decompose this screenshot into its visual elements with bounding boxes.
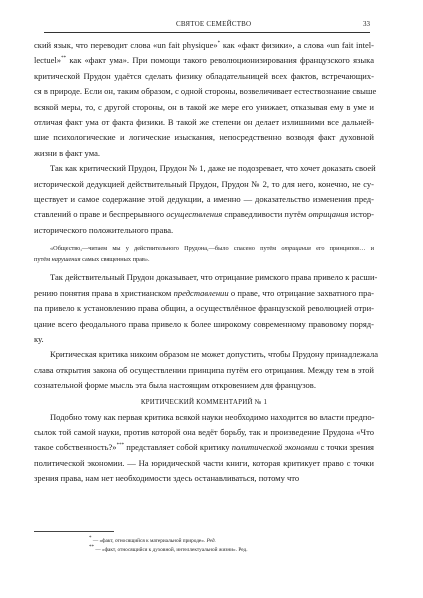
paragraph-2 xyxy=(34,161,374,238)
footnote-source: Ред. xyxy=(238,547,248,553)
emphasis: осуществления xyxy=(166,209,223,220)
footnote-marker: * xyxy=(89,536,92,542)
footnote-text: — «факт, относящийся к материальной природе». xyxy=(91,538,207,544)
block-quote xyxy=(34,243,374,265)
paragraph-4 xyxy=(34,347,379,393)
text-line: сылок той самой науки, против которой она ведёт борьбу, так и произведение Прудона «Что xyxy=(34,426,374,437)
section-heading: КРИТИЧЕСКИЙ КОММЕНТАРИЙ № 1 xyxy=(140,397,268,406)
text-line: шие психологические и логические изыскания, непосредственно возводя факт духовной xyxy=(34,132,374,143)
text-line: Так действительный Прудон доказывает, что отрицание римского права привело к расши- xyxy=(50,272,378,283)
header-rule xyxy=(44,32,370,33)
footnote xyxy=(34,537,374,546)
text-span: lectuel» xyxy=(34,55,62,66)
emphasis: политической экономии xyxy=(231,442,319,453)
text-line: Так как критический Прудон, Прудон № 1, даже не подозревает, что хочет доказать своей xyxy=(50,163,376,174)
emphasis: отрицания xyxy=(281,245,311,253)
paragraph-1 xyxy=(34,38,377,161)
text-line: Подобно тому как первая критика всякой науки необходимо находится во власти предпо- xyxy=(50,411,375,422)
text-line: па привело к установлению права общин, а осуществлённое французской революцией отри- xyxy=(34,303,374,314)
quote-line xyxy=(34,254,374,265)
text-line xyxy=(34,53,374,68)
running-header xyxy=(44,17,370,33)
text-line: отличая факт ума от факта физики. В такой же степени он делает излишними все дальней- xyxy=(34,117,374,128)
text-span: путём xyxy=(34,256,52,264)
footnotes xyxy=(34,531,374,555)
text-line: критической Прудон удаётся сделать физику обладательницей всех фактов, встречающих- xyxy=(34,70,374,81)
text-span: рению понятия права в христианском xyxy=(34,287,174,298)
text-line xyxy=(34,286,374,301)
footnote xyxy=(34,546,374,555)
emphasis: нарушения xyxy=(51,256,81,264)
paragraph-3 xyxy=(34,270,378,347)
text-line: ществует и самое содержание этой дедукции, а именно — доказательство изменения пред- xyxy=(34,194,374,205)
text-line: сознательной форме мысль эта была настоящим откровением для французов. xyxy=(34,380,316,391)
text-line: жизни в факт ума. xyxy=(34,147,100,158)
text-span: истор- xyxy=(348,209,375,220)
text-span: его принципов… и xyxy=(310,245,375,253)
text-line: исторического положительного права. xyxy=(34,224,174,235)
page-number: 33 xyxy=(363,20,370,28)
footnote-marker: ** xyxy=(61,56,67,62)
text-line: ку. xyxy=(34,333,44,344)
text-span: «Общество,—читаем мы у действительного Прудона,—было спасено путём xyxy=(50,245,282,253)
text-line xyxy=(34,207,374,222)
page-body xyxy=(34,38,379,487)
text-line: всякой меры, то, с другой стороны, он в такой же мере его унижает, отказывая ему в уме и xyxy=(34,101,374,112)
text-span: представляет собой критику xyxy=(124,442,232,453)
text-span: ставлений о праве и беспрерывного xyxy=(34,209,167,220)
text-line xyxy=(34,440,374,455)
text-span: с точки зрения xyxy=(318,442,374,453)
text-line: зрения права, нам нет необходимости здесь останавливаться, потому что xyxy=(34,473,300,484)
text-span: такое собственность?» xyxy=(34,442,117,453)
quote-line xyxy=(34,243,374,254)
footnote-marker: *** xyxy=(116,443,125,449)
footnote-source: Ред. xyxy=(206,538,216,544)
text-span: как «факт физики», а слова «un fait intel- xyxy=(220,40,375,50)
text-line: ся в природе. Если он, таким образом, с одной стороны, возвеличивает естествознание свыше xyxy=(34,86,377,97)
text-span: самых священных прав». xyxy=(80,256,150,264)
text-line: исторической дедукцией действительный Прудон, Прудон № 2, то для него, конечно, не су- xyxy=(34,178,374,189)
footnote-marker: ** xyxy=(89,545,94,551)
text-span: о праве, что отрицание захватного пра- xyxy=(228,287,374,298)
footnote-rule xyxy=(34,531,114,532)
paragraph-5 xyxy=(34,410,374,487)
text-line: политической экономии. — На юридической части книги, которая критикует право с точки xyxy=(34,457,374,468)
text-span: ский язык, что переводит слова «un fait physique» xyxy=(34,40,218,50)
emphasis: представлении xyxy=(173,287,229,298)
text-line: цание всего феодального права привело к более широкому современному правовому поряд- xyxy=(34,318,374,329)
text-line: слава открытия закона об осуществлении принципа путём его отрицания. Между тем в этой xyxy=(34,364,374,375)
text-line: Критическая критика никоим образом не может допустить, чтобы Прудону принадлежала xyxy=(50,349,379,360)
footnote-marker: * xyxy=(217,41,221,47)
emphasis: отрицания xyxy=(308,209,349,220)
text-span: справедливости путём xyxy=(222,209,309,220)
footnote-text: — «факт, относящийся к духовной, интеллектуальной жизни». xyxy=(94,547,239,553)
text-line xyxy=(34,38,374,53)
text-span: как «факт ума». При помощи такого революционизирования французского языка xyxy=(66,55,374,66)
running-header-title: СВЯТОЕ СЕМЕЙСТВО xyxy=(176,20,252,28)
